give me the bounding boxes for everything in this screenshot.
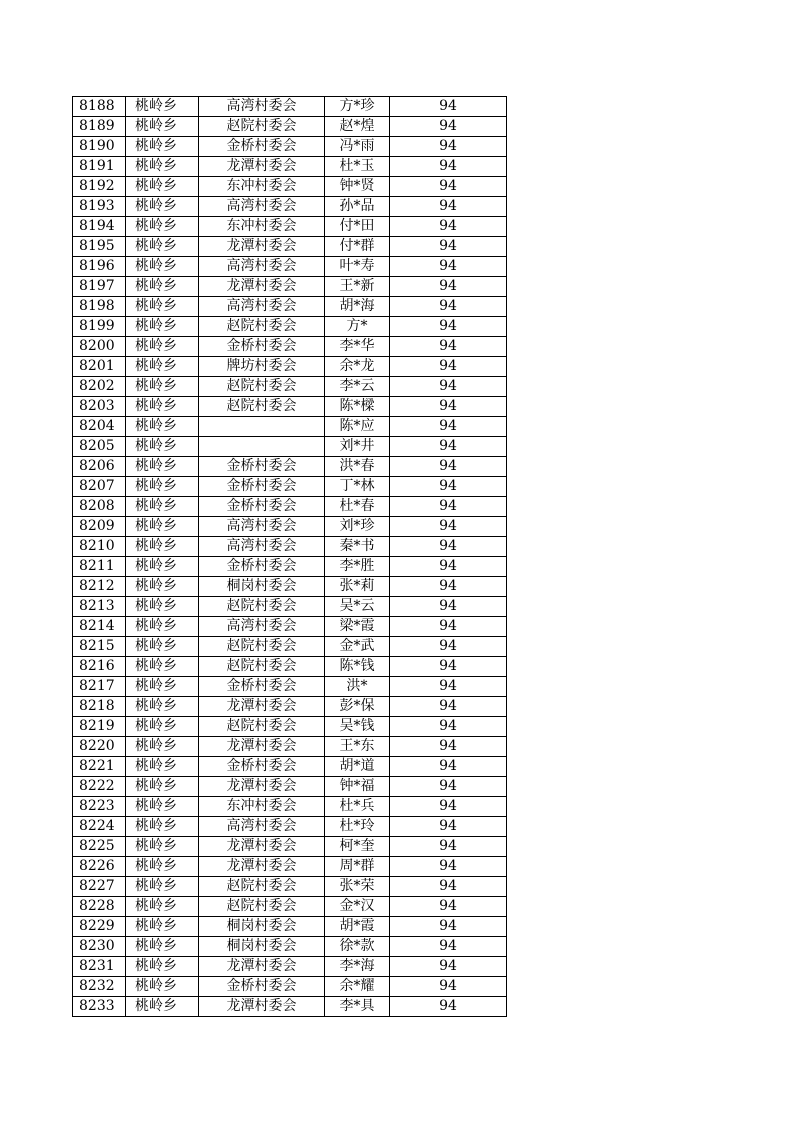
town-cell: 桃岭乡	[126, 557, 199, 577]
person-name-cell: 胡*霞	[325, 917, 390, 937]
town-cell: 桃岭乡	[126, 837, 199, 857]
town-cell: 桃岭乡	[126, 637, 199, 657]
person-name-cell: 钟*贤	[325, 177, 390, 197]
village-committee-cell: 高湾村委会	[199, 197, 325, 217]
person-name-cell: 余*龙	[325, 357, 390, 377]
person-name-cell: 孙*品	[325, 197, 390, 217]
score-cell: 94	[390, 517, 507, 537]
town-cell: 桃岭乡	[126, 697, 199, 717]
score-cell: 94	[390, 757, 507, 777]
table-row	[73, 517, 507, 537]
town-cell: 桃岭乡	[126, 97, 199, 117]
table-row	[73, 157, 507, 177]
table-row	[73, 137, 507, 157]
person-name-cell: 冯*雨	[325, 137, 390, 157]
row-number-cell: 8198	[73, 297, 126, 317]
town-cell: 桃岭乡	[126, 397, 199, 417]
table-row	[73, 257, 507, 277]
score-cell: 94	[390, 337, 507, 357]
table-row	[73, 837, 507, 857]
row-number-cell: 8220	[73, 737, 126, 757]
row-number-cell: 8197	[73, 277, 126, 297]
score-cell: 94	[390, 117, 507, 137]
town-cell: 桃岭乡	[126, 137, 199, 157]
town-cell: 桃岭乡	[126, 117, 199, 137]
village-committee-cell: 高湾村委会	[199, 817, 325, 837]
score-cell: 94	[390, 617, 507, 637]
table-row	[73, 777, 507, 797]
score-cell: 94	[390, 317, 507, 337]
row-number-cell: 8224	[73, 817, 126, 837]
person-name-cell: 付*群	[325, 237, 390, 257]
row-number-cell: 8214	[73, 617, 126, 637]
village-committee-cell: 金桥村委会	[199, 757, 325, 777]
score-cell: 94	[390, 457, 507, 477]
row-number-cell: 8229	[73, 917, 126, 937]
score-cell: 94	[390, 937, 507, 957]
town-cell: 桃岭乡	[126, 857, 199, 877]
row-number-cell: 8204	[73, 417, 126, 437]
table-row	[73, 177, 507, 197]
score-cell: 94	[390, 597, 507, 617]
data-table	[72, 96, 507, 1017]
town-cell: 桃岭乡	[126, 597, 199, 617]
person-name-cell: 张*莉	[325, 577, 390, 597]
person-name-cell: 方*	[325, 317, 390, 337]
person-name-cell: 胡*海	[325, 297, 390, 317]
town-cell: 桃岭乡	[126, 377, 199, 397]
score-cell: 94	[390, 497, 507, 517]
table-row	[73, 397, 507, 417]
person-name-cell: 余*耀	[325, 977, 390, 997]
row-number-cell: 8190	[73, 137, 126, 157]
village-committee-cell: 金桥村委会	[199, 677, 325, 697]
person-name-cell: 杜*玲	[325, 817, 390, 837]
town-cell: 桃岭乡	[126, 297, 199, 317]
village-committee-cell: 赵院村委会	[199, 117, 325, 137]
score-cell: 94	[390, 177, 507, 197]
table-row	[73, 937, 507, 957]
table-row	[73, 897, 507, 917]
table-body	[73, 97, 507, 1017]
table-row	[73, 597, 507, 617]
row-number-cell: 8216	[73, 657, 126, 677]
score-cell: 94	[390, 297, 507, 317]
person-name-cell: 王*东	[325, 737, 390, 757]
village-committee-cell: 桐岗村委会	[199, 577, 325, 597]
score-cell: 94	[390, 777, 507, 797]
row-number-cell: 8217	[73, 677, 126, 697]
score-cell: 94	[390, 717, 507, 737]
village-committee-cell: 龙潭村委会	[199, 857, 325, 877]
town-cell: 桃岭乡	[126, 277, 199, 297]
village-committee-cell: 金桥村委会	[199, 557, 325, 577]
row-number-cell: 8209	[73, 517, 126, 537]
table-row	[73, 797, 507, 817]
table-row	[73, 757, 507, 777]
village-committee-cell: 高湾村委会	[199, 537, 325, 557]
town-cell: 桃岭乡	[126, 997, 199, 1017]
score-cell: 94	[390, 357, 507, 377]
table-row	[73, 437, 507, 457]
table-row	[73, 577, 507, 597]
town-cell: 桃岭乡	[126, 517, 199, 537]
village-committee-cell: 赵院村委会	[199, 317, 325, 337]
town-cell: 桃岭乡	[126, 257, 199, 277]
row-number-cell: 8205	[73, 437, 126, 457]
village-committee-cell: 赵院村委会	[199, 637, 325, 657]
score-cell: 94	[390, 857, 507, 877]
person-name-cell: 钟*福	[325, 777, 390, 797]
village-committee-cell: 龙潭村委会	[199, 157, 325, 177]
village-committee-cell: 牌坊村委会	[199, 357, 325, 377]
person-name-cell: 洪*	[325, 677, 390, 697]
table-row	[73, 377, 507, 397]
person-name-cell: 李*云	[325, 377, 390, 397]
person-name-cell: 金*汉	[325, 897, 390, 917]
village-committee-cell: 金桥村委会	[199, 977, 325, 997]
table-row	[73, 117, 507, 137]
table-row	[73, 717, 507, 737]
person-name-cell: 李*海	[325, 957, 390, 977]
table-row	[73, 917, 507, 937]
table-row	[73, 737, 507, 757]
town-cell: 桃岭乡	[126, 937, 199, 957]
town-cell: 桃岭乡	[126, 777, 199, 797]
table-row	[73, 497, 507, 517]
village-committee-cell: 金桥村委会	[199, 497, 325, 517]
village-committee-cell: 高湾村委会	[199, 257, 325, 277]
row-number-cell: 8225	[73, 837, 126, 857]
town-cell: 桃岭乡	[126, 477, 199, 497]
row-number-cell: 8200	[73, 337, 126, 357]
row-number-cell: 8207	[73, 477, 126, 497]
person-name-cell: 洪*春	[325, 457, 390, 477]
town-cell: 桃岭乡	[126, 657, 199, 677]
town-cell: 桃岭乡	[126, 737, 199, 757]
row-number-cell: 8227	[73, 877, 126, 897]
score-cell: 94	[390, 237, 507, 257]
town-cell: 桃岭乡	[126, 497, 199, 517]
row-number-cell: 8213	[73, 597, 126, 617]
score-cell: 94	[390, 197, 507, 217]
town-cell: 桃岭乡	[126, 157, 199, 177]
table-row	[73, 477, 507, 497]
town-cell: 桃岭乡	[126, 197, 199, 217]
score-cell: 94	[390, 837, 507, 857]
row-number-cell: 8188	[73, 97, 126, 117]
town-cell: 桃岭乡	[126, 897, 199, 917]
town-cell: 桃岭乡	[126, 357, 199, 377]
table-row	[73, 617, 507, 637]
town-cell: 桃岭乡	[126, 977, 199, 997]
town-cell: 桃岭乡	[126, 957, 199, 977]
town-cell: 桃岭乡	[126, 217, 199, 237]
village-committee-cell: 龙潭村委会	[199, 237, 325, 257]
row-number-cell: 8193	[73, 197, 126, 217]
table-row	[73, 237, 507, 257]
table-row	[73, 297, 507, 317]
table-row	[73, 557, 507, 577]
table-row	[73, 817, 507, 837]
score-cell: 94	[390, 797, 507, 817]
row-number-cell: 8223	[73, 797, 126, 817]
table-row	[73, 457, 507, 477]
score-cell: 94	[390, 697, 507, 717]
village-committee-cell: 东冲村委会	[199, 797, 325, 817]
village-committee-cell: 金桥村委会	[199, 337, 325, 357]
person-name-cell: 付*田	[325, 217, 390, 237]
village-committee-cell: 桐岗村委会	[199, 917, 325, 937]
person-name-cell: 梁*霞	[325, 617, 390, 637]
table-row	[73, 657, 507, 677]
person-name-cell: 叶*寿	[325, 257, 390, 277]
village-committee-cell: 金桥村委会	[199, 137, 325, 157]
row-number-cell: 8201	[73, 357, 126, 377]
person-name-cell: 陈*钱	[325, 657, 390, 677]
town-cell: 桃岭乡	[126, 177, 199, 197]
town-cell: 桃岭乡	[126, 437, 199, 457]
table-row	[73, 337, 507, 357]
score-cell: 94	[390, 877, 507, 897]
table-row	[73, 697, 507, 717]
row-number-cell: 8211	[73, 557, 126, 577]
row-number-cell: 8232	[73, 977, 126, 997]
table-row	[73, 997, 507, 1017]
person-name-cell: 方*珍	[325, 97, 390, 117]
person-name-cell: 李*华	[325, 337, 390, 357]
village-committee-cell: 东冲村委会	[199, 217, 325, 237]
table-row	[73, 957, 507, 977]
town-cell: 桃岭乡	[126, 537, 199, 557]
village-committee-cell: 赵院村委会	[199, 897, 325, 917]
town-cell: 桃岭乡	[126, 917, 199, 937]
row-number-cell: 8203	[73, 397, 126, 417]
row-number-cell: 8230	[73, 937, 126, 957]
row-number-cell: 8189	[73, 117, 126, 137]
score-cell: 94	[390, 477, 507, 497]
village-committee-cell: 龙潭村委会	[199, 697, 325, 717]
score-cell: 94	[390, 817, 507, 837]
table-row	[73, 877, 507, 897]
row-number-cell: 8192	[73, 177, 126, 197]
score-cell: 94	[390, 657, 507, 677]
row-number-cell: 8212	[73, 577, 126, 597]
person-name-cell: 王*新	[325, 277, 390, 297]
score-cell: 94	[390, 157, 507, 177]
person-name-cell: 徐*款	[325, 937, 390, 957]
person-name-cell: 金*武	[325, 637, 390, 657]
village-committee-cell: 金桥村委会	[199, 457, 325, 477]
village-committee-cell: 赵院村委会	[199, 397, 325, 417]
town-cell: 桃岭乡	[126, 337, 199, 357]
village-committee-cell: 龙潭村委会	[199, 957, 325, 977]
village-committee-cell: 龙潭村委会	[199, 777, 325, 797]
table-row	[73, 277, 507, 297]
village-committee-cell: 高湾村委会	[199, 97, 325, 117]
score-cell: 94	[390, 557, 507, 577]
row-number-cell: 8199	[73, 317, 126, 337]
person-name-cell: 赵*煌	[325, 117, 390, 137]
person-name-cell: 李*胜	[325, 557, 390, 577]
town-cell: 桃岭乡	[126, 817, 199, 837]
table-row	[73, 357, 507, 377]
village-committee-cell	[199, 417, 325, 437]
row-number-cell: 8196	[73, 257, 126, 277]
person-name-cell: 杜*春	[325, 497, 390, 517]
score-cell: 94	[390, 677, 507, 697]
village-committee-cell: 赵院村委会	[199, 877, 325, 897]
village-committee-cell: 高湾村委会	[199, 297, 325, 317]
row-number-cell: 8226	[73, 857, 126, 877]
row-number-cell: 8228	[73, 897, 126, 917]
person-name-cell: 刘*珍	[325, 517, 390, 537]
village-committee-cell: 金桥村委会	[199, 477, 325, 497]
village-committee-cell: 赵院村委会	[199, 717, 325, 737]
person-name-cell: 柯*奎	[325, 837, 390, 857]
score-cell: 94	[390, 917, 507, 937]
score-cell: 94	[390, 377, 507, 397]
row-number-cell: 8233	[73, 997, 126, 1017]
score-cell: 94	[390, 397, 507, 417]
village-committee-cell: 龙潭村委会	[199, 997, 325, 1017]
row-number-cell: 8215	[73, 637, 126, 657]
table-row	[73, 97, 507, 117]
row-number-cell: 8202	[73, 377, 126, 397]
table-row	[73, 217, 507, 237]
person-name-cell: 陈*樑	[325, 397, 390, 417]
village-committee-cell	[199, 437, 325, 457]
row-number-cell: 8221	[73, 757, 126, 777]
row-number-cell: 8208	[73, 497, 126, 517]
score-cell: 94	[390, 997, 507, 1017]
score-cell: 94	[390, 417, 507, 437]
person-name-cell: 陈*应	[325, 417, 390, 437]
row-number-cell: 8195	[73, 237, 126, 257]
person-name-cell: 丁*林	[325, 477, 390, 497]
village-committee-cell: 高湾村委会	[199, 517, 325, 537]
town-cell: 桃岭乡	[126, 797, 199, 817]
town-cell: 桃岭乡	[126, 717, 199, 737]
village-committee-cell: 桐岗村委会	[199, 937, 325, 957]
score-cell: 94	[390, 637, 507, 657]
row-number-cell: 8219	[73, 717, 126, 737]
score-cell: 94	[390, 897, 507, 917]
row-number-cell: 8194	[73, 217, 126, 237]
village-committee-cell: 高湾村委会	[199, 617, 325, 637]
person-name-cell: 张*荣	[325, 877, 390, 897]
person-name-cell: 李*具	[325, 997, 390, 1017]
town-cell: 桃岭乡	[126, 457, 199, 477]
town-cell: 桃岭乡	[126, 417, 199, 437]
town-cell: 桃岭乡	[126, 577, 199, 597]
town-cell: 桃岭乡	[126, 317, 199, 337]
score-cell: 94	[390, 577, 507, 597]
village-committee-cell: 龙潭村委会	[199, 837, 325, 857]
score-cell: 94	[390, 437, 507, 457]
person-name-cell: 胡*道	[325, 757, 390, 777]
row-number-cell: 8206	[73, 457, 126, 477]
score-cell: 94	[390, 977, 507, 997]
town-cell: 桃岭乡	[126, 237, 199, 257]
score-cell: 94	[390, 217, 507, 237]
row-number-cell: 8231	[73, 957, 126, 977]
person-name-cell: 杜*玉	[325, 157, 390, 177]
table-row	[73, 857, 507, 877]
table-row	[73, 977, 507, 997]
town-cell: 桃岭乡	[126, 617, 199, 637]
person-name-cell: 秦*书	[325, 537, 390, 557]
person-name-cell: 周*群	[325, 857, 390, 877]
table-row	[73, 677, 507, 697]
village-committee-cell: 赵院村委会	[199, 377, 325, 397]
village-committee-cell: 龙潭村委会	[199, 277, 325, 297]
score-cell: 94	[390, 97, 507, 117]
table-row	[73, 197, 507, 217]
row-number-cell: 8218	[73, 697, 126, 717]
table-row	[73, 637, 507, 657]
table-row	[73, 317, 507, 337]
village-committee-cell: 赵院村委会	[199, 597, 325, 617]
score-cell: 94	[390, 137, 507, 157]
table-row	[73, 417, 507, 437]
table-row	[73, 537, 507, 557]
row-number-cell: 8222	[73, 777, 126, 797]
village-committee-cell: 东冲村委会	[199, 177, 325, 197]
row-number-cell: 8191	[73, 157, 126, 177]
town-cell: 桃岭乡	[126, 677, 199, 697]
score-cell: 94	[390, 537, 507, 557]
score-cell: 94	[390, 277, 507, 297]
town-cell: 桃岭乡	[126, 877, 199, 897]
row-number-cell: 8210	[73, 537, 126, 557]
score-cell: 94	[390, 737, 507, 757]
village-committee-cell: 龙潭村委会	[199, 737, 325, 757]
village-committee-cell: 赵院村委会	[199, 657, 325, 677]
person-name-cell: 彭*保	[325, 697, 390, 717]
town-cell: 桃岭乡	[126, 757, 199, 777]
score-cell: 94	[390, 957, 507, 977]
person-name-cell: 刘*井	[325, 437, 390, 457]
person-name-cell: 吴*钱	[325, 717, 390, 737]
person-name-cell: 杜*兵	[325, 797, 390, 817]
score-cell: 94	[390, 257, 507, 277]
person-name-cell: 吴*云	[325, 597, 390, 617]
